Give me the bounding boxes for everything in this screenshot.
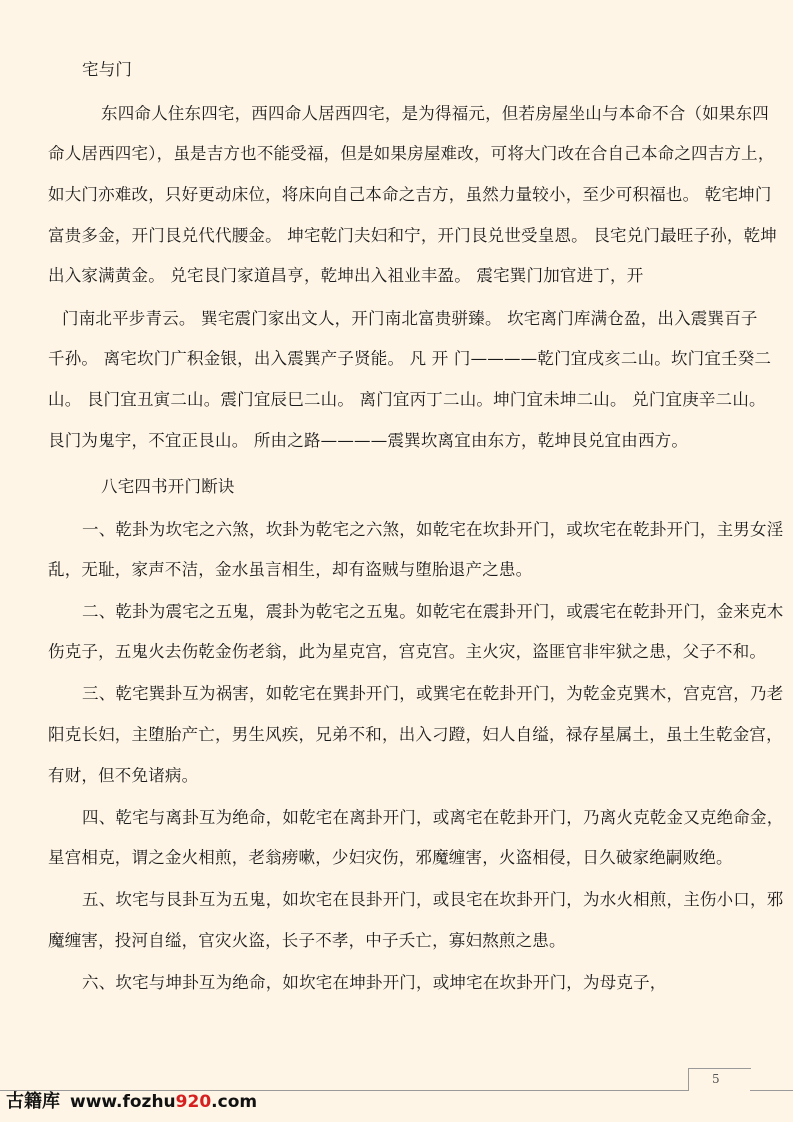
section-heading-eight-house-door-rules: 八宅四书开门断诀 [101, 477, 235, 496]
paragraph-line: 三、乾宅巽卦互为祸害，如乾宅在巽卦开门，或巽宅在乾卦开门，为乾金克巽木，宫克宫，乃老 [82, 684, 784, 703]
paragraph-line: 伤克子，五鬼火去伤乾金伤老翁，此为星克宫，宫克宫。主火灾，盗匪官非牢狱之患，父子不和。 [48, 642, 767, 661]
paragraph-line: 艮门为鬼宇，不宜正艮山。 所由之路————震巽坎离宜由东方，乾坤艮兑宜由西方。 [48, 431, 689, 450]
paragraph-line: 如大门亦难改，只好更动床位，将床向自己本命之吉方，虽然力量较小，至少可积福也。 乾宅坤门 [48, 185, 772, 204]
watermark [6, 1090, 257, 1114]
watermark-site-name: 古籍库 [6, 1091, 60, 1112]
paragraph-line: 有财，但不免诸病。 [48, 766, 199, 785]
paragraph-line: 阳克长妇，主堕胎产亡，男生风疾，兄弟不和，出入刁蹬，妇人自缢，禄存星属土，虽土生乾金宫， [48, 725, 783, 744]
section-heading-house-and-door: 宅与门 [82, 60, 133, 79]
paragraph-line: 四、乾宅与离卦互为绝命，如乾宅在离卦开门，或离宅在乾卦开门，乃离火克乾金又克绝命金， [82, 808, 784, 827]
paragraph-line: 命人居西四宅），虽是吉方也不能受福，但是如果房屋难改，可将大门改在合自己本命之四吉方上， [48, 144, 775, 163]
paragraph-line: 千孙。 离宅坎门广积金银，出入震巽产子贤能。 凡 开 门————乾门宜戌亥二山。坎门宜壬癸二 [48, 349, 772, 368]
paragraph-line: 出入家满黄金。 兑宅艮门家道昌亨，乾坤出入祖业丰盈。 震宅巽门加官进丁，开 [48, 266, 644, 285]
page-number: 5 [712, 1072, 720, 1086]
paragraph-line: 魔缠害，投河自缢，官灾火盗，长子不孝，中子夭亡，寡妇熬煎之患。 [48, 931, 566, 950]
paragraph-line: 一、乾卦为坎宅之六煞，坎卦为乾宅之六煞，如乾宅在坎卦开门，或坎宅在乾卦开门，主男女淫 [82, 520, 784, 539]
paragraph-line: 东四命人住东四宅，西四命人居西四宅，是为得福元，但若房屋坐山与本命不合（如果东四 [101, 104, 769, 123]
paragraph-line: 六、坎宅与坤卦互为绝命，如坎宅在坤卦开门，或坤宅在坎卦开门，为母克子， [82, 973, 667, 992]
footer-rule-right [750, 1090, 793, 1091]
paragraph-line: 二、乾卦为震宅之五鬼，震卦为乾宅之五鬼。如乾宅在震卦开门，或震宅在乾卦开门，金来克木 [82, 602, 784, 621]
paragraph-line: 山。 艮门宜丑寅二山。震门宜辰巳二山。 离门宜丙丁二山。坤门宜未坤二山。 兑门宜庚辛二山。 [48, 390, 766, 409]
watermark-url-suffix: .com [211, 1092, 258, 1112]
paragraph-line: 门南北平步青云。 巽宅震门家出文人，开门南北富贵骈臻。 坎宅离门库满仓盈，出入震巽百子 [62, 309, 758, 328]
paragraph-line: 富贵多金，开门艮兑代代腰金。 坤宅乾门夫妇和宁，开门艮兑世受皇恩。 艮宅兑门最旺子孙，乾坤 [48, 226, 777, 245]
watermark-url-accent: 920 [175, 1092, 212, 1112]
paragraph-line: 五、坎宅与艮卦互为五鬼，如坎宅在艮卦开门，或艮宅在坎卦开门，为水火相煎，主伤小口，邪 [82, 890, 784, 909]
watermark-url-prefix: www.fozhu [70, 1092, 176, 1112]
paragraph-line: 星宫相克，谓之金火相煎，老翁痨嗽，少妇灾伤，邪魔缠害，火盗相侵，日久破家绝嗣败绝。 [48, 848, 733, 867]
paragraph-line: 乱，无耻，家声不洁，金水虽言相生，却有盗贼与堕胎退产之患。 [48, 560, 533, 579]
